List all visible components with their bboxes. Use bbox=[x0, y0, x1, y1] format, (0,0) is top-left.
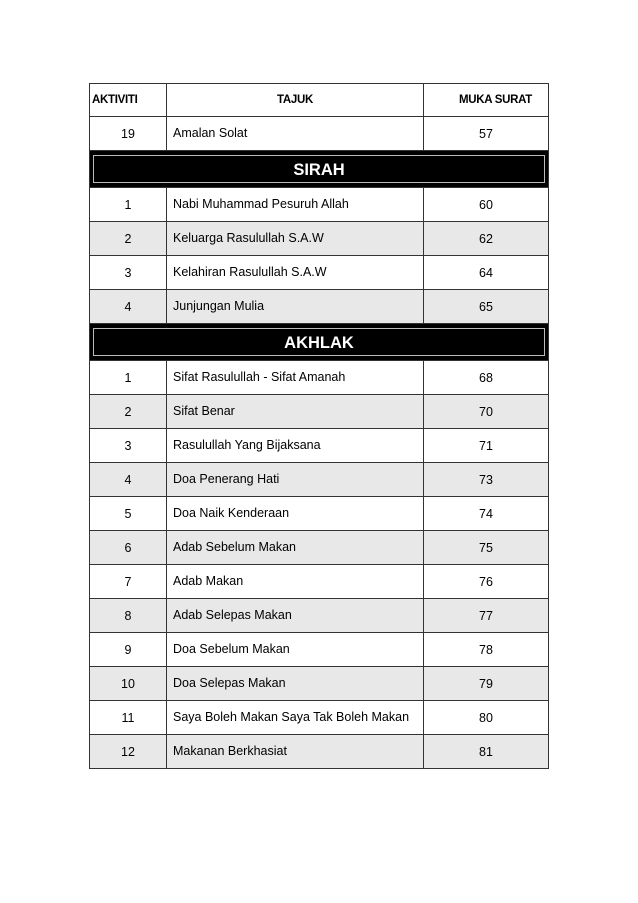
sirah-rows bbox=[90, 188, 549, 324]
row-title: Keluarga Rasulullah S.A.W bbox=[167, 222, 424, 256]
row-number: 3 bbox=[90, 256, 167, 290]
table-row bbox=[90, 188, 549, 222]
row-title: Nabi Muhammad Pesuruh Allah bbox=[167, 188, 424, 222]
row-title: Makanan Berkhasiat bbox=[167, 735, 424, 769]
row-title: Doa Penerang Hati bbox=[167, 463, 424, 497]
row-page: 74 bbox=[424, 497, 549, 531]
row-page: 64 bbox=[424, 256, 549, 290]
table-row bbox=[90, 222, 549, 256]
table-row bbox=[90, 735, 549, 769]
row-number: 2 bbox=[90, 222, 167, 256]
table-row bbox=[90, 290, 549, 324]
row-title: Saya Boleh Makan Saya Tak Boleh Makan bbox=[167, 701, 424, 735]
row-title: Adab Makan bbox=[167, 565, 424, 599]
row-page: 76 bbox=[424, 565, 549, 599]
table-header-row bbox=[90, 84, 549, 117]
row-number: 4 bbox=[90, 463, 167, 497]
row-title: Adab Sebelum Makan bbox=[167, 531, 424, 565]
row-page: 71 bbox=[424, 429, 549, 463]
row-number: 1 bbox=[90, 361, 167, 395]
row-number: 2 bbox=[90, 395, 167, 429]
table-row bbox=[90, 667, 549, 701]
header-tajuk: TAJUK bbox=[167, 84, 424, 117]
row-page: 78 bbox=[424, 633, 549, 667]
row-page: 75 bbox=[424, 531, 549, 565]
row-number: 5 bbox=[90, 497, 167, 531]
row-page: 81 bbox=[424, 735, 549, 769]
table-row bbox=[90, 463, 549, 497]
row-title: Junjungan Mulia bbox=[167, 290, 424, 324]
row-number: 4 bbox=[90, 290, 167, 324]
row-number: 12 bbox=[90, 735, 167, 769]
row-title: Amalan Solat bbox=[167, 117, 424, 151]
section-heading: SIRAH bbox=[93, 155, 545, 183]
row-number: 3 bbox=[90, 429, 167, 463]
header-aktiviti: AKTIVITI bbox=[90, 84, 167, 117]
row-title: Doa Naik Kenderaan bbox=[167, 497, 424, 531]
row-number: 9 bbox=[90, 633, 167, 667]
row-page: 60 bbox=[424, 188, 549, 222]
row-page: 68 bbox=[424, 361, 549, 395]
row-number: 11 bbox=[90, 701, 167, 735]
row-number: 8 bbox=[90, 599, 167, 633]
row-page: 57 bbox=[424, 117, 549, 151]
row-number: 10 bbox=[90, 667, 167, 701]
row-page: 79 bbox=[424, 667, 549, 701]
table-row bbox=[90, 117, 549, 151]
table-row bbox=[90, 361, 549, 395]
table-row bbox=[90, 599, 549, 633]
row-number: 6 bbox=[90, 531, 167, 565]
akhlak-rows bbox=[90, 361, 549, 769]
section-heading-row-sirah bbox=[90, 151, 549, 188]
row-title: Adab Selepas Makan bbox=[167, 599, 424, 633]
row-title: Sifat Benar bbox=[167, 395, 424, 429]
row-title: Doa Selepas Makan bbox=[167, 667, 424, 701]
table-row bbox=[90, 395, 549, 429]
row-number: 7 bbox=[90, 565, 167, 599]
row-number: 19 bbox=[90, 117, 167, 151]
table-row bbox=[90, 497, 549, 531]
row-number: 1 bbox=[90, 188, 167, 222]
header-muka-surat: MUKA SURAT bbox=[424, 84, 549, 117]
table-row bbox=[90, 565, 549, 599]
row-title: Sifat Rasulullah - Sifat Amanah bbox=[167, 361, 424, 395]
section-heading: AKHLAK bbox=[93, 328, 545, 356]
table-row bbox=[90, 633, 549, 667]
row-page: 77 bbox=[424, 599, 549, 633]
contents-table bbox=[89, 83, 549, 769]
row-page: 73 bbox=[424, 463, 549, 497]
table-row bbox=[90, 256, 549, 290]
row-title: Rasulullah Yang Bijaksana bbox=[167, 429, 424, 463]
table-row bbox=[90, 531, 549, 565]
row-page: 65 bbox=[424, 290, 549, 324]
table-row bbox=[90, 429, 549, 463]
row-title: Kelahiran Rasulullah S.A.W bbox=[167, 256, 424, 290]
row-page: 80 bbox=[424, 701, 549, 735]
row-page: 70 bbox=[424, 395, 549, 429]
section-heading-row-akhlak bbox=[90, 324, 549, 361]
row-page: 62 bbox=[424, 222, 549, 256]
row-title: Doa Sebelum Makan bbox=[167, 633, 424, 667]
table-row bbox=[90, 701, 549, 735]
